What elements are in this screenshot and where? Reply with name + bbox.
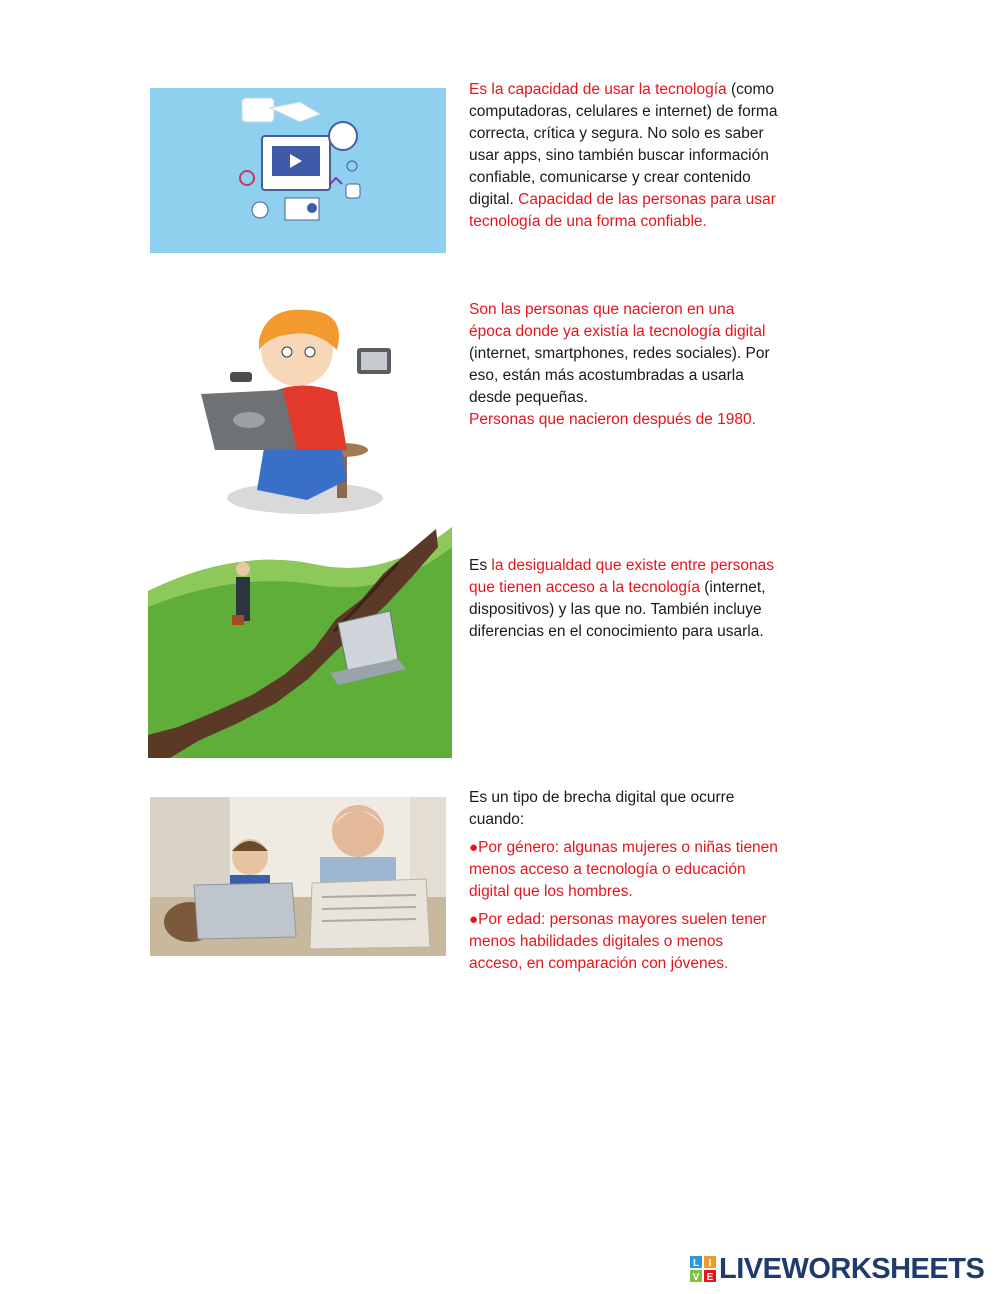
competence-summary: Capacidad de las personas para usar tecnología de una forma confiable.: [469, 191, 776, 230]
competence-body: (como computadoras, celulares e internet) de forma correcta, crítica y segura. No solo es saber usar apps, sino también buscar información confiable, comunicarse y crear contenido digital.: [469, 81, 778, 208]
digital-divide-image: [148, 527, 452, 758]
digital-competence-image: [150, 88, 446, 253]
digital-divide-types: [469, 787, 779, 975]
generational-gap-photo: [150, 797, 446, 956]
bullet-gender: [469, 837, 779, 903]
divide-lead: Es: [469, 557, 492, 574]
bullet-age: [469, 909, 779, 975]
definition-digital-divide: [469, 555, 779, 643]
logo-letter: L: [692, 1258, 700, 1269]
digital-native-image: [197, 300, 395, 518]
bullet-age-text: Por edad: personas mayores suelen tener menos habilidades digitales o menos acceso, en comparación con jóvenes.: [469, 911, 767, 972]
native-summary: Personas que nacieron después de 1980.: [469, 411, 756, 428]
divide-body: (internet, dispositivos) y las que no. También incluye diferencias en el conocimiento para usarla.: [469, 579, 766, 640]
logo-letter: E: [706, 1272, 714, 1282]
native-lead: Son las personas que nacieron en una época donde ya existía la tecnología digital: [469, 301, 766, 340]
native-body: (internet, smartphones, redes sociales). Por eso, están más acostumbradas a usarla desde pequeñas.: [469, 345, 770, 406]
bullet-dot-icon: ●: [469, 839, 479, 856]
logo-letter: I: [708, 1258, 712, 1269]
competence-lead: Es la capacidad de usar la tecnología: [469, 81, 727, 98]
divide-definition: la desigualdad que existe entre personas que tienen acceso a la tecnología: [469, 557, 775, 596]
definition-digital-competence: [469, 79, 779, 233]
brand-name: LIVEWORKSHEETS: [719, 1252, 985, 1285]
logo-letter: V: [692, 1272, 700, 1282]
liveworksheets-logo[interactable]: [690, 1252, 984, 1286]
types-intro: Es un tipo de brecha digital que ocurre cuando:: [469, 789, 735, 828]
bullet-gender-text: Por género: algunas mujeres o niñas tienen menos acceso a tecnología o educación digital que los hombres.: [469, 839, 778, 900]
bullet-dot-icon: ●: [469, 911, 479, 928]
definition-digital-native: [469, 299, 779, 431]
liveworksheets-grid-icon: [690, 1256, 716, 1282]
